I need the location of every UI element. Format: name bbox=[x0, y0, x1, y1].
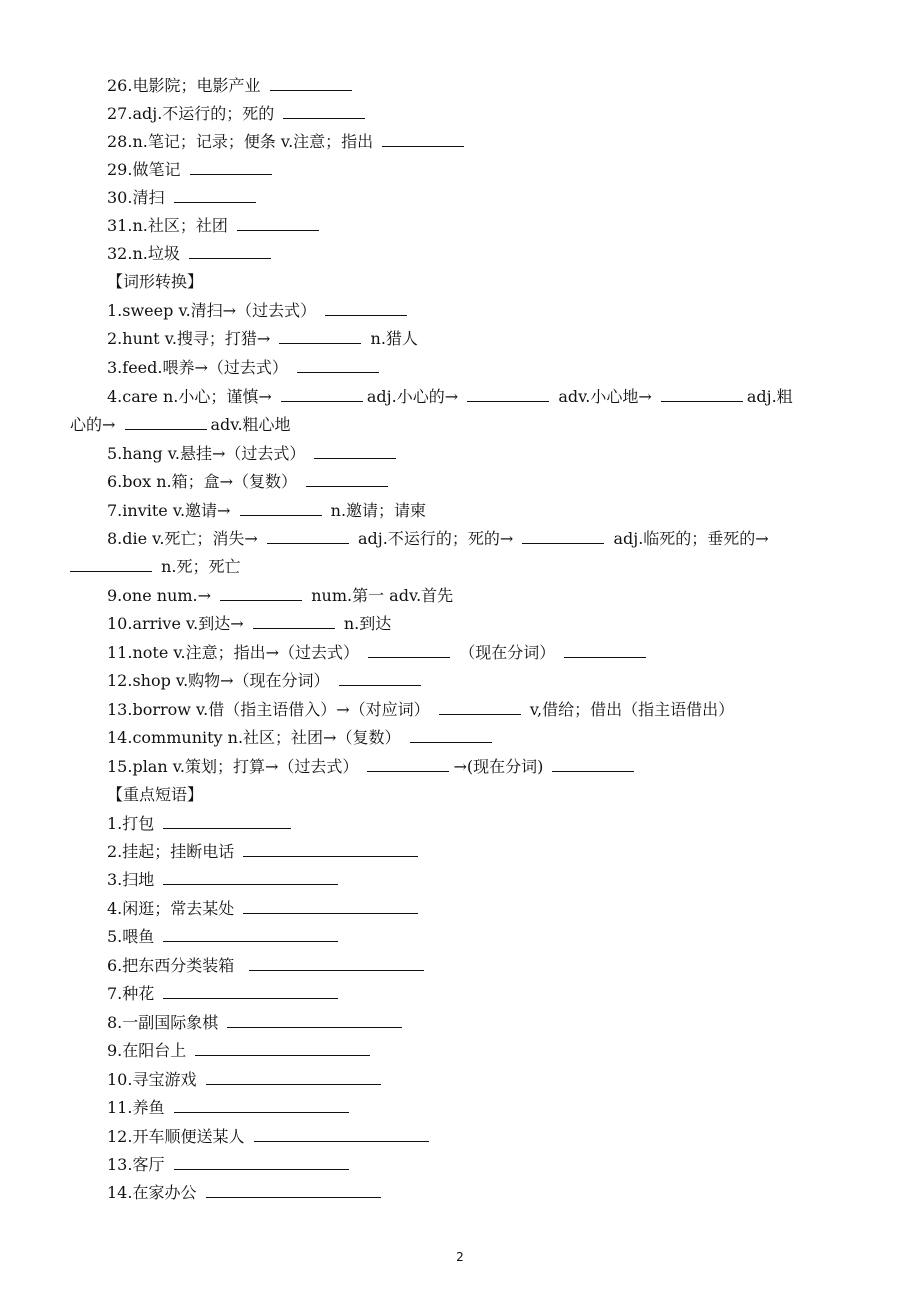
answer-blank[interactable] bbox=[314, 440, 396, 459]
answer-blank[interactable] bbox=[552, 753, 634, 772]
answer-blank[interactable] bbox=[367, 753, 449, 772]
answer-blank[interactable] bbox=[297, 354, 379, 373]
answer-blank[interactable] bbox=[190, 156, 272, 175]
answer-blank[interactable] bbox=[189, 240, 271, 259]
answer-blank[interactable] bbox=[339, 667, 421, 686]
word-form-item: 2.hunt v.搜寻；打猎→ n.猎人 bbox=[107, 325, 860, 353]
answer-blank[interactable] bbox=[467, 383, 549, 402]
section-heading-phrases: 【重点短语】 bbox=[107, 785, 204, 804]
word-form-item: 15.plan v.策划；打算→（过去式） →(现在分词) bbox=[107, 753, 860, 781]
answer-blank[interactable] bbox=[163, 810, 291, 829]
vocab-item-29: 29.做笔记 bbox=[107, 156, 860, 184]
word-form-item: 5.hang v.悬挂→（过去式） bbox=[107, 440, 860, 468]
answer-blank[interactable] bbox=[281, 383, 363, 402]
phrase-item: 5.喂鱼 bbox=[107, 923, 860, 951]
answer-blank[interactable] bbox=[283, 100, 365, 119]
answer-blank[interactable] bbox=[195, 1037, 370, 1056]
phrase-item: 2.挂起；挂断电话 bbox=[107, 838, 860, 866]
answer-blank[interactable] bbox=[267, 525, 349, 544]
answer-blank[interactable] bbox=[163, 866, 338, 885]
phrase-item: 1.打包 bbox=[107, 810, 860, 838]
answer-blank[interactable] bbox=[306, 468, 388, 487]
phrase-item: 9.在阳台上 bbox=[107, 1037, 860, 1065]
word-form-item: 13.borrow v.借（指主语借入）→（对应词） v,借给；借出（指主语借出） bbox=[107, 696, 860, 724]
phrase-item: 4.闲逛；常去某处 bbox=[107, 895, 860, 923]
word-form-item: 12.shop v.购物→（现在分词） bbox=[107, 667, 860, 695]
answer-blank[interactable] bbox=[163, 923, 338, 942]
answer-blank[interactable] bbox=[243, 895, 418, 914]
vocab-item-26: 26.电影院；电影产业 bbox=[107, 72, 860, 100]
phrase-item: 8.一副国际象棋 bbox=[107, 1009, 860, 1037]
phrase-item: 10.寻宝游戏 bbox=[107, 1066, 860, 1094]
phrase-item: 3.扫地 bbox=[107, 866, 860, 894]
answer-blank[interactable] bbox=[368, 639, 450, 658]
phrase-item: 11.养鱼 bbox=[107, 1094, 860, 1122]
phrase-item: 14.在家办公 bbox=[107, 1179, 860, 1207]
word-form-item: 8.die v.死亡；消失→ adj.不运行的；死的→ adj.临死的；垂死的→ bbox=[107, 525, 860, 553]
answer-blank[interactable] bbox=[661, 383, 743, 402]
word-form-item: 10.arrive v.到达→ n.到达 bbox=[107, 610, 860, 638]
answer-blank[interactable] bbox=[439, 696, 521, 715]
phrase-item: 12.开车顺便送某人 bbox=[107, 1123, 860, 1151]
answer-blank[interactable] bbox=[206, 1179, 381, 1198]
phrase-item: 7.种花 bbox=[107, 980, 860, 1008]
answer-blank[interactable] bbox=[382, 128, 464, 147]
vocab-item-32: 32.n.垃圾 bbox=[107, 240, 860, 268]
vocab-item-30: 30.清扫 bbox=[107, 184, 860, 212]
answer-blank[interactable] bbox=[237, 212, 319, 231]
answer-blank[interactable] bbox=[206, 1066, 381, 1085]
answer-blank[interactable] bbox=[163, 980, 338, 999]
answer-blank[interactable] bbox=[125, 411, 207, 430]
phrase-item: 13.客厅 bbox=[107, 1151, 860, 1179]
answer-blank[interactable] bbox=[325, 297, 407, 316]
answer-blank[interactable] bbox=[227, 1009, 402, 1028]
phrase-item: 6.把东西分类装箱 bbox=[107, 952, 860, 980]
answer-blank[interactable] bbox=[564, 639, 646, 658]
word-form-item: 1.sweep v.清扫→（过去式） bbox=[107, 297, 860, 325]
word-form-item: 14.community n.社区；社团→（复数） bbox=[107, 724, 860, 752]
answer-blank[interactable] bbox=[220, 582, 302, 601]
answer-blank[interactable] bbox=[254, 1123, 429, 1142]
word-form-item: 11.note v.注意；指出→（过去式） （现在分词） bbox=[107, 639, 860, 667]
word-form-item-continued: n.死；死亡 bbox=[70, 553, 860, 581]
word-form-item: 4.care n.小心；谨慎→ adj.小心的→ adv.小心地→ adj.粗 bbox=[107, 383, 860, 411]
answer-blank[interactable] bbox=[410, 724, 492, 743]
section-heading-word-forms: 【词形转换】 bbox=[107, 272, 204, 291]
answer-blank[interactable] bbox=[522, 525, 604, 544]
word-form-item: 3.feed.喂养→（过去式） bbox=[107, 354, 860, 382]
answer-blank[interactable] bbox=[174, 1151, 349, 1170]
word-form-item: 6.box n.箱；盒→（复数） bbox=[107, 468, 860, 496]
word-form-item-continued: 心的→ adv.粗心地 bbox=[70, 411, 860, 439]
answer-blank[interactable] bbox=[240, 497, 322, 516]
answer-blank[interactable] bbox=[279, 325, 361, 344]
vocab-item-31: 31.n.社区；社团 bbox=[107, 212, 860, 240]
answer-blank[interactable] bbox=[270, 72, 352, 91]
answer-blank[interactable] bbox=[243, 838, 418, 857]
answer-blank[interactable] bbox=[253, 610, 335, 629]
page-number: 2 bbox=[456, 1250, 464, 1264]
vocab-item-27: 27.adj.不运行的；死的 bbox=[107, 100, 860, 128]
answer-blank[interactable] bbox=[70, 553, 152, 572]
answer-blank[interactable] bbox=[174, 1094, 349, 1113]
answer-blank[interactable] bbox=[249, 952, 424, 971]
vocab-item-28: 28.n.笔记；记录；便条 v.注意；指出 bbox=[107, 128, 860, 156]
answer-blank[interactable] bbox=[174, 184, 256, 203]
word-form-item: 7.invite v.邀请→ n.邀请；请柬 bbox=[107, 497, 860, 525]
word-form-item: 9.one num.→ num.第一 adv.首先 bbox=[107, 582, 860, 610]
